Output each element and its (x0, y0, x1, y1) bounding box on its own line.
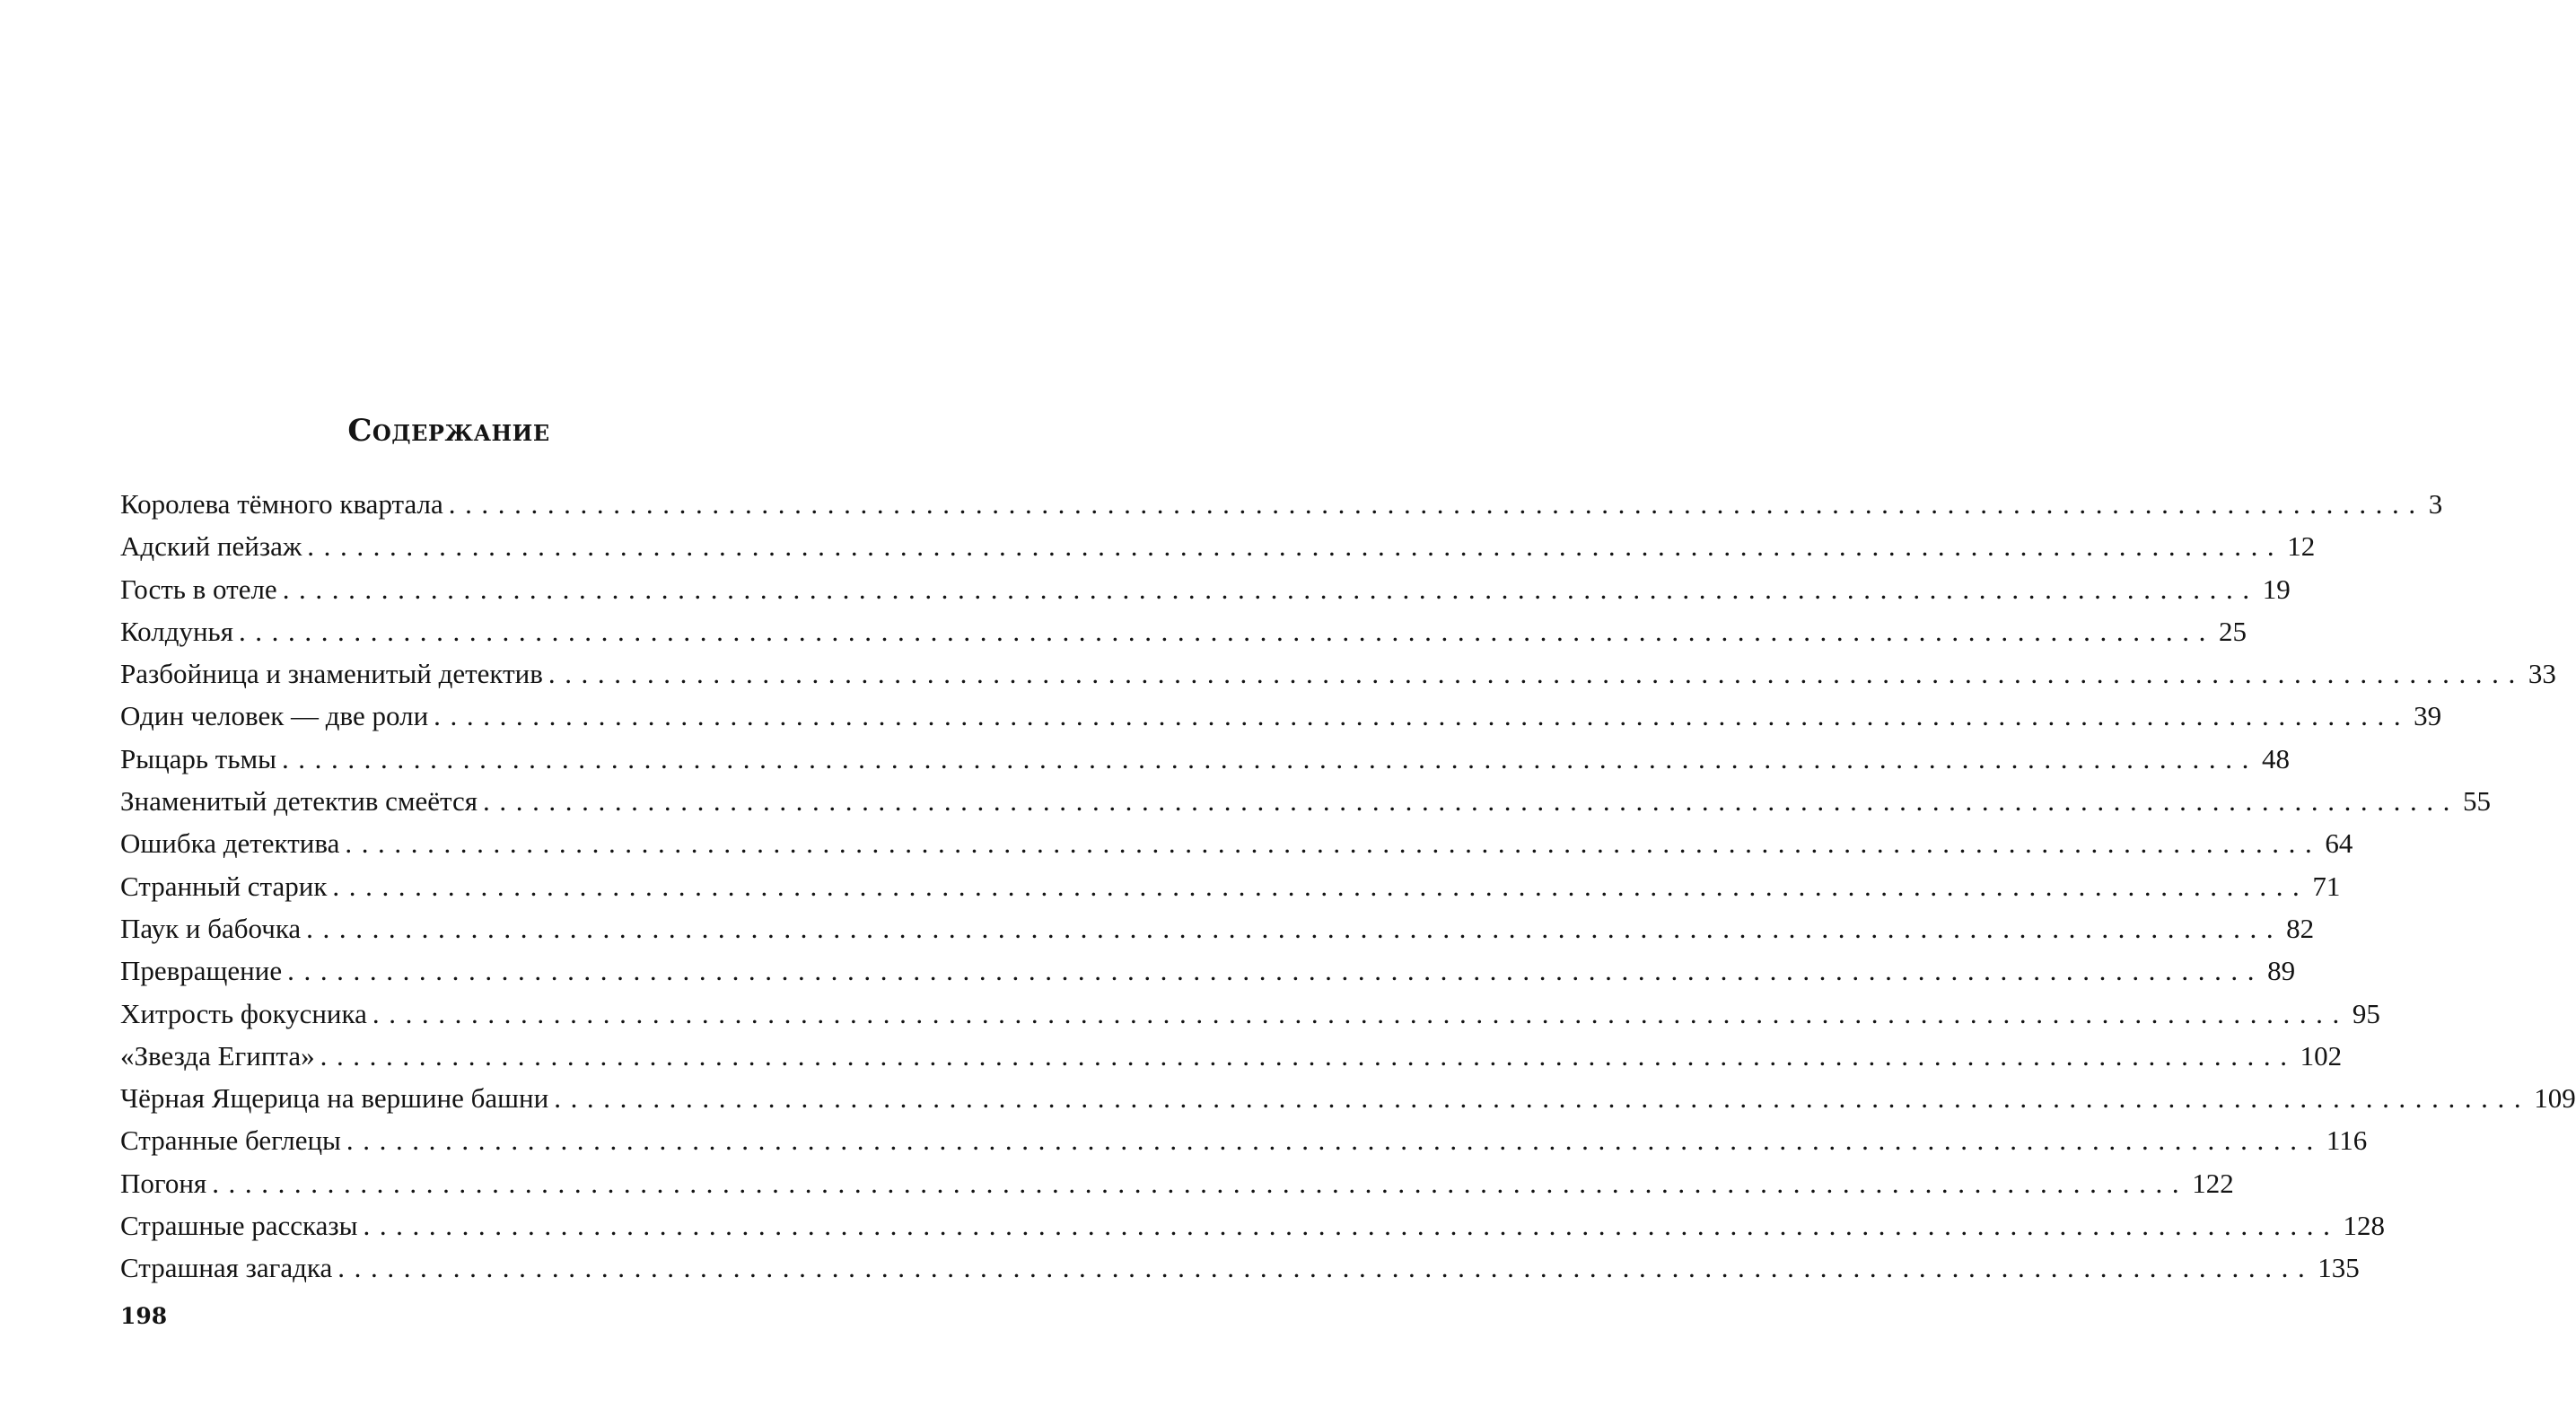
toc-entry-title: Ошибка детектива (120, 827, 340, 860)
toc-entry-title: «Звезда Египта» (120, 1039, 315, 1072)
toc-entry (120, 780, 2492, 822)
toc-entry-page: 89 (2267, 955, 2296, 987)
toc-entry-title: Чёрная Ящерица на вершине башни (120, 1082, 549, 1115)
toc-entry-page: 64 (2325, 827, 2353, 860)
toc-entry (120, 610, 2247, 652)
dot-leader: ........................................................................................................................ (483, 785, 2460, 818)
toc-entry (120, 483, 2443, 525)
toc-entry-page: 82 (2286, 912, 2315, 944)
toc-entry (120, 1035, 2343, 1077)
toc-entry-title: Рыцарь тьмы (120, 742, 276, 774)
toc-entry-page: 128 (2343, 1210, 2385, 1242)
table-of-contents (120, 483, 2576, 1290)
toc-entry-page: 122 (2192, 1167, 2234, 1199)
toc-entry (120, 1077, 2576, 1119)
dot-leader: ........................................................................................................................ (363, 1210, 2340, 1242)
toc-entry (120, 949, 2296, 992)
toc-entry-page: 135 (2318, 1252, 2360, 1284)
dot-leader: ........................................................................................................................ (287, 955, 2265, 987)
toc-entry (120, 568, 2291, 610)
toc-entry-page: 95 (2352, 997, 2380, 1029)
toc-entry-page: 33 (2528, 658, 2556, 690)
toc-entry (120, 525, 2316, 567)
dot-leader: ........................................................................................................................ (332, 870, 2309, 902)
page-title: Содержание (347, 413, 550, 449)
toc-entry (120, 1162, 2234, 1204)
toc-entry (120, 652, 2556, 695)
toc-entry (120, 1247, 2360, 1289)
toc-entry-page: 3 (2428, 488, 2443, 520)
toc-entry-page: 25 (2218, 615, 2247, 647)
dot-leader: ........................................................................................................................ (337, 1252, 2315, 1284)
toc-entry (120, 822, 2353, 864)
toc-entry-title: Знаменитый детектив смеётся (120, 785, 478, 818)
toc-entry-title: Страшные рассказы (120, 1210, 358, 1242)
toc-entry (120, 865, 2341, 907)
dot-leader: ........................................................................................................................ (548, 658, 2525, 690)
toc-entry (120, 907, 2315, 949)
toc-entry-title: Один человек — две роли (120, 700, 429, 732)
dot-leader: ........................................................................................................................ (306, 912, 2283, 944)
toc-entry-page: 48 (2261, 742, 2290, 774)
dot-leader: ........................................................................................................................ (320, 1039, 2297, 1072)
toc-entry (120, 695, 2442, 737)
dot-leader: ........................................................................................................................ (345, 827, 2322, 860)
toc-entry-title: Разбойница и знаменитый детектив (120, 658, 543, 690)
toc-entry-page: 71 (2312, 870, 2341, 902)
dot-leader: ........................................................................................................................ (448, 488, 2425, 520)
toc-entry-title: Колдунья (120, 615, 233, 647)
toc-entry (120, 738, 2290, 780)
toc-entry-title: Гость в отеле (120, 573, 277, 605)
toc-entry-page: 109 (2534, 1082, 2576, 1115)
dot-leader: ........................................................................................................................ (281, 742, 2258, 774)
dot-leader: ........................................................................................................................ (282, 573, 2259, 605)
toc-entry (120, 1204, 2385, 1247)
page-number: 198 (120, 1303, 168, 1329)
toc-entry-title: Превращение (120, 955, 283, 987)
toc-entry-page: 19 (2262, 573, 2291, 605)
toc-entry (120, 1119, 2368, 1161)
dot-leader: ........................................................................................................................ (307, 530, 2284, 563)
toc-entry-title: Королева тёмного квартала (120, 488, 443, 520)
toc-entry-page: 55 (2463, 785, 2492, 818)
dot-leader: ........................................................................................................................ (434, 700, 2411, 732)
toc-entry-page: 116 (2326, 1124, 2368, 1157)
toc-entry-page: 12 (2287, 530, 2316, 563)
dot-leader: ........................................................................................................................ (212, 1167, 2189, 1199)
toc-entry-title: Страшная загадка (120, 1252, 333, 1284)
dot-leader: ........................................................................................................................ (238, 615, 2215, 647)
toc-entry-title: Странные беглецы (120, 1124, 341, 1157)
toc-entry-title: Странный старик (120, 870, 328, 902)
dot-leader: ........................................................................................................................ (346, 1124, 2323, 1157)
dot-leader: ........................................................................................................................ (372, 997, 2349, 1029)
toc-entry-title: Хитрость фокусника (120, 997, 367, 1029)
toc-entry (120, 993, 2380, 1035)
toc-entry-page: 39 (2414, 700, 2442, 732)
toc-entry-page: 102 (2300, 1039, 2343, 1072)
toc-entry-title: Адский пейзаж (120, 530, 302, 563)
toc-entry-title: Паук и бабочка (120, 912, 302, 944)
dot-leader: ........................................................................................................................ (554, 1082, 2531, 1115)
toc-entry-title: Погоня (120, 1167, 207, 1199)
